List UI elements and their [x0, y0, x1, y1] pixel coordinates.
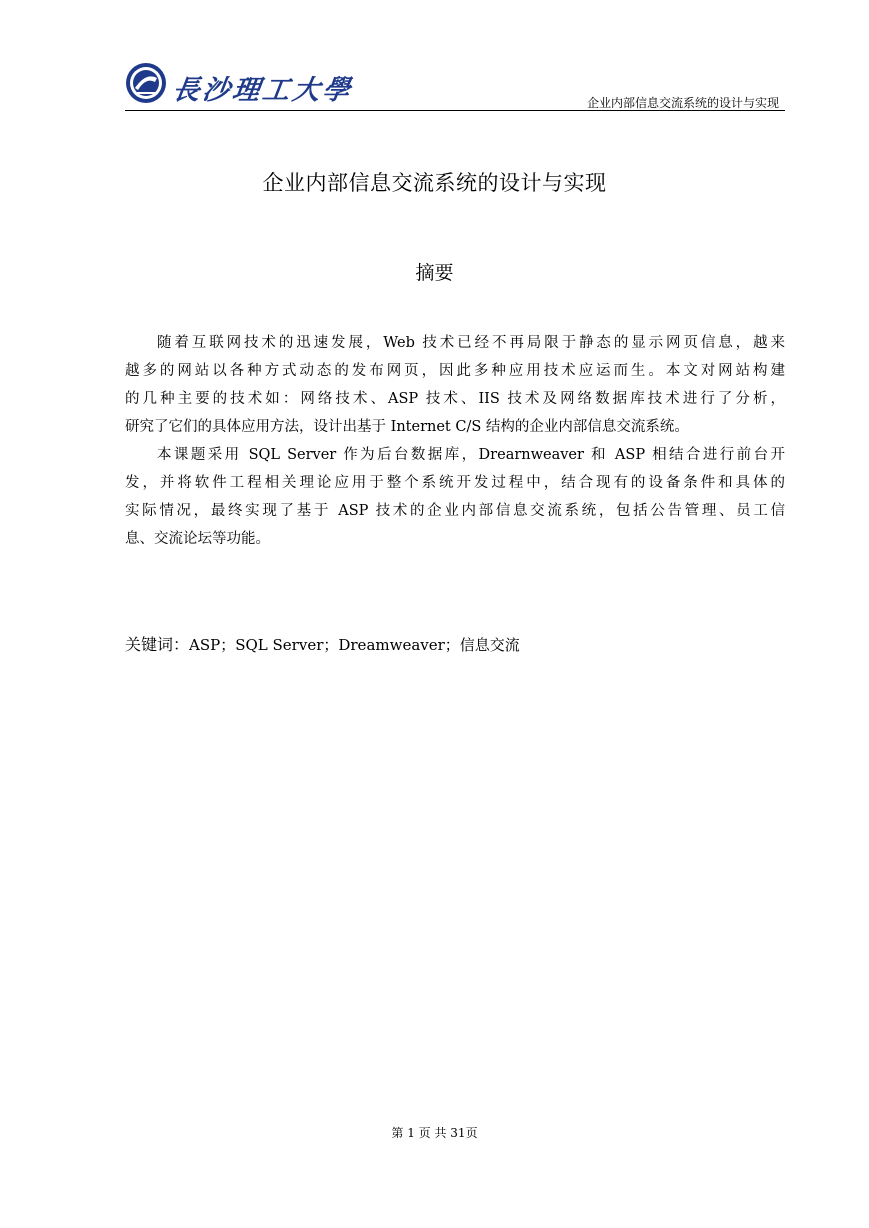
- abstract-line: 发，并将软件工程相关理论应用于整个系统开发过程中，结合现有的设备条件和具体的: [125, 475, 785, 491]
- abstract-line: 的几种主要的技术如：网络技术、ASP 技术、IIS 技术及网络数据库技术进行了分析，: [125, 391, 785, 407]
- keywords: [125, 632, 520, 655]
- abstract-line: 随着互联网技术的迅速发展，Web 技术已经不再局限于静态的显示网页信息，越来: [157, 335, 785, 351]
- keywords-label: 关键词：: [125, 635, 190, 654]
- abstract-heading: 摘要: [415, 262, 454, 284]
- running-title: 企业内部信息交流系统的设计与实现: [586, 96, 779, 110]
- abstract-line: 越多的网站以各种方式动态的发布网页，因此多种应用技术应运而生。本文对网站构建: [125, 363, 785, 379]
- abstract-line: 研究了它们的具体应用方法，设计出基于 Internet C/S 结构的企业内部信息交流系统。: [125, 419, 689, 435]
- abstract-line: 息、交流论坛等功能。: [125, 531, 270, 547]
- page-footer: 第 1 页 共 31页: [391, 1126, 478, 1140]
- header-divider: [125, 110, 785, 111]
- page-header: [125, 58, 785, 110]
- abstract-body: [125, 329, 785, 553]
- keywords-value: ASP；SQL Server；Dreamweaver；信息交流: [189, 636, 520, 654]
- paper-title: 企业内部信息交流系统的设计与实现: [262, 171, 607, 195]
- university-name-logo: 長沙理工大學: [170, 75, 355, 106]
- abstract-line: 实际情况，最终实现了基于 ASP 技术的企业内部信息交流系统，包括公告管理、员工信: [125, 503, 785, 519]
- abstract-line: 本课题采用 SQL Server 作为后台数据库，Drearnweaver 和 ASP 相结合进行前台开: [157, 447, 785, 463]
- university-seal-icon: [125, 62, 167, 104]
